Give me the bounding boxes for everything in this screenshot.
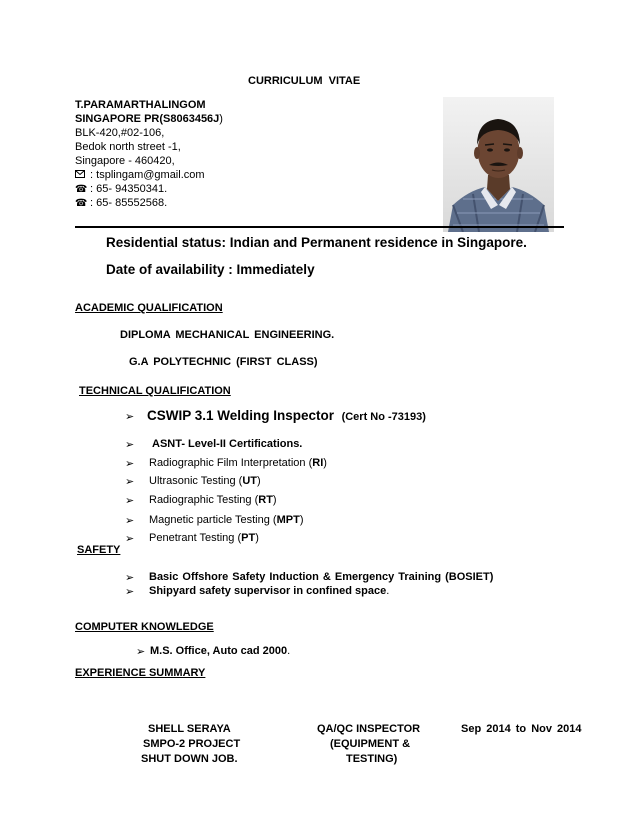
bullet-arrow-icon: ➢ [125, 439, 135, 451]
ndt-item-text: Penetrant Testing ( [149, 532, 242, 544]
safety-heading: SAFETY [77, 544, 121, 556]
computer-item [150, 645, 290, 657]
ndt-item-end: ) [255, 532, 259, 544]
safety-item: Basic Offshore Safety Induction & Emergency Training (BOSIET) [149, 571, 494, 583]
pr-line [75, 113, 223, 125]
ndt-item-text: Radiographic Film Interpretation ( [149, 457, 313, 469]
experience-role-line-1: QA/QC INSPECTOR [317, 723, 421, 735]
bullet-arrow-icon: ➢ [125, 533, 135, 545]
pr-id: S8063456J [163, 113, 220, 125]
ndt-item-text: Magnetic particle Testing ( [149, 514, 277, 526]
ndt-item-end: ) [257, 475, 261, 487]
bullet-arrow-icon: ➢ [125, 572, 135, 584]
address-line-2: Bedok north street -1, [75, 141, 181, 153]
ndt-item-code: UT [242, 475, 258, 487]
ndt-item [149, 457, 327, 469]
ndt-item [149, 475, 261, 487]
phone-2-text: : 65- 85552568. [87, 197, 168, 209]
academic-diploma: DIPLOMA MECHANICAL ENGINEERING. [120, 329, 335, 341]
academic-heading: ACADEMIC QUALIFICATION [75, 302, 223, 314]
experience-company-line-1: SHELL SERAYA [148, 723, 231, 735]
safety-item-end: . [386, 585, 390, 597]
ndt-item-text: Ultrasonic Testing ( [149, 475, 243, 487]
asnt-item: ASNT- Level-II Certifications. [152, 438, 303, 450]
envelope-icon [75, 170, 87, 181]
ndt-item [149, 494, 277, 506]
telephone-icon: ☎ [75, 198, 88, 209]
computer-heading: COMPUTER KNOWLEDGE [75, 621, 214, 633]
pr-suffix: ) [219, 113, 223, 125]
residential-status: Residential status: Indian and Permanent residence in Singapore. [106, 235, 527, 250]
document-title: CURRICULUM VITAE [248, 75, 361, 87]
academic-polytechnic: G.A POLYTECHNIC (FIRST CLASS) [129, 356, 318, 368]
phone-line-1 [75, 183, 167, 195]
ndt-item-code: MPT [276, 514, 300, 526]
computer-item-end: . [287, 645, 291, 657]
computer-item-text: M.S. Office, Auto cad 2000 [150, 645, 288, 657]
experience-role-line-2: (EQUIPMENT & [330, 738, 411, 750]
bullet-arrow-icon: ➢ [125, 586, 135, 598]
telephone-icon: ☎ [75, 184, 88, 195]
bullet-arrow-icon: ➢ [125, 515, 135, 527]
cswip-item [147, 408, 426, 423]
date-of-availability: Date of availability : Immediately [106, 262, 315, 277]
address-line-1: BLK-420,#02-106, [75, 127, 165, 139]
bullet-arrow-icon: ➢ [125, 495, 135, 507]
profile-photo [443, 97, 554, 232]
technical-heading: TECHNICAL QUALIFICATION [79, 385, 231, 397]
ndt-item-code: RT [258, 494, 273, 506]
bullet-arrow-icon: ➢ [125, 458, 135, 470]
safety-item-text: Shipyard safety supervisor in confined space [149, 585, 387, 597]
ndt-item-code: RI [312, 457, 324, 469]
ndt-item-code: PT [241, 532, 256, 544]
pr-prefix: SINGAPORE PR( [75, 113, 164, 125]
email-text: : tsplingam@gmail.com [87, 169, 205, 181]
header-divider [75, 226, 564, 228]
ndt-item-end: ) [272, 494, 277, 506]
email-line [75, 169, 205, 181]
ndt-item [149, 532, 259, 544]
bullet-arrow-icon: ➢ [125, 411, 135, 423]
experience-company-line-2: SMPO-2 PROJECT [143, 738, 241, 750]
safety-item [149, 585, 389, 597]
bullet-arrow-icon: ➢ [136, 646, 146, 658]
experience-company-line-3: SHUT DOWN JOB. [141, 753, 238, 765]
phone-1-text: : 65- 94350341. [87, 183, 168, 195]
experience-heading: EXPERIENCE SUMMARY [75, 667, 206, 679]
experience-role-line-3: TESTING) [346, 753, 398, 765]
address-line-3: Singapore - 460420, [75, 155, 175, 167]
ndt-item [149, 514, 304, 526]
candidate-name: T.PARAMARTHALINGOM [75, 99, 206, 111]
phone-line-2 [75, 197, 167, 209]
cswip-cert: (Cert No -73193) [341, 411, 426, 423]
ndt-item-end: ) [323, 457, 327, 469]
cswip-title: CSWIP 3.1 Welding Inspector [147, 408, 335, 423]
experience-period: Sep 2014 to Nov 2014 [461, 723, 582, 735]
ndt-item-end: ) [299, 514, 304, 526]
bullet-arrow-icon: ➢ [125, 476, 135, 488]
ndt-item-text: Radiographic Testing ( [149, 494, 259, 506]
